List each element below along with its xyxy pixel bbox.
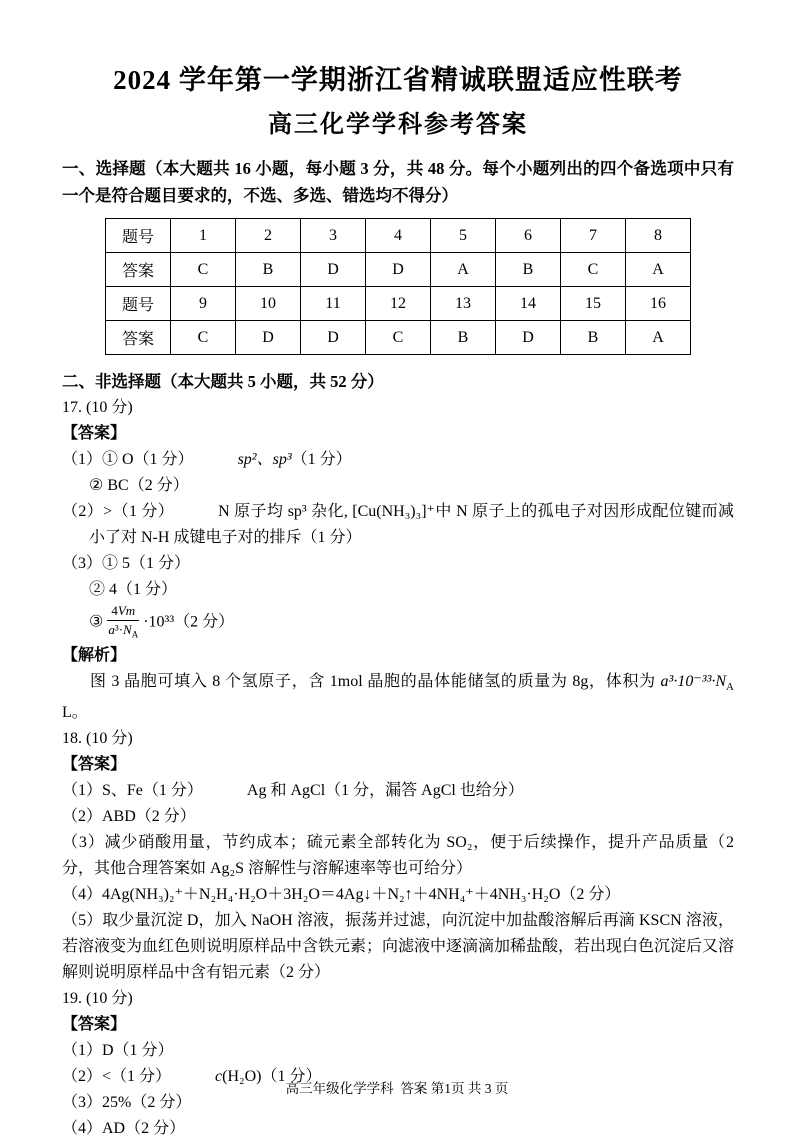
question-18-block xyxy=(62,726,734,986)
question-number: 17. (10 分) xyxy=(62,399,133,416)
answer-line: （2）ABD（2 分） xyxy=(62,807,196,825)
section-1-heading: 一、选择题（本大题共 16 小题，每小题 3 分，共 48 分。每个小题列出的四个备选项中只有一个是符合题目要求的，不选、多选、错选均不得分） xyxy=(62,159,734,205)
fraction xyxy=(107,603,139,643)
table-cell: 12 xyxy=(366,287,431,321)
table-row-header: 答案 xyxy=(106,253,171,287)
answer-line: ③ $\frac{4Vm}{a^3\cdot N_A}$ ·10³³（2 分） xyxy=(62,603,734,643)
question-number: 18. (10 分) xyxy=(62,729,133,747)
table-row xyxy=(106,287,691,321)
fraction-numerator: 4Vm xyxy=(107,603,139,621)
table-cell: A xyxy=(431,253,496,287)
answer-line: ② 4（1 分） xyxy=(89,581,178,598)
answer-label: 【答案】 xyxy=(62,1015,127,1033)
answer-line: （4）4Ag(NH₃)₂⁺＋N₂H₄·H₂O＋3H₂O＝4Ag↓＋N₂↑＋4NH₄⁺＋4NH₃·H₂O（2 分） xyxy=(62,885,621,903)
question-number: 19. (10 分) xyxy=(62,989,133,1007)
table-cell: D xyxy=(366,253,431,287)
table-cell: 14 xyxy=(496,287,561,321)
answer-line: （4）AD（2 分） xyxy=(62,1119,186,1137)
answer-line: ② BC（2 分） xyxy=(89,477,189,494)
table-cell: 15 xyxy=(561,287,626,321)
table-cell: B xyxy=(236,253,301,287)
answer-label: 【答案】 xyxy=(62,425,127,442)
table-cell: B xyxy=(496,253,561,287)
table-cell: C xyxy=(366,321,431,355)
table-cell: D xyxy=(496,321,561,355)
table-cell: 4 xyxy=(366,219,431,253)
answer-line: （2）>（1 分） N 原子均 sp³ 杂化, [Cu(NH₃)₃]⁺中 N 原子上的孤电子对因形成配位键而减小了对 N-H 成键电子对的排斥（1 分） xyxy=(62,503,734,546)
table-cell: 3 xyxy=(301,219,366,253)
answer-line: （1）① O（1 分） sp²、sp³（1 分） xyxy=(62,451,352,468)
table-cell: B xyxy=(431,321,496,355)
answer-line: （5）取少量沉淀 D，加入 NaOH 溶液，振荡并过滤，向沉淀中加盐酸溶解后再滴 KSCN 溶液，若溶液变为血红色则说明原样品中含铁元素；向滤液中逐滴滴加稀盐酸，若出现白色沉淀后又溶解则说明原样品中含有铝元素（2 分） xyxy=(62,911,735,981)
table-row-header: 题号 xyxy=(106,219,171,253)
table-cell: 13 xyxy=(431,287,496,321)
table-row xyxy=(106,253,691,287)
table-cell: 5 xyxy=(431,219,496,253)
answer-line: （3）25%（2 分） xyxy=(62,1093,192,1111)
answer-key-subtitle: 高三化学学科参考答案 xyxy=(268,112,528,138)
answer-line: （1）S、Fe（1 分） Ag 和 AgCl（1 分，漏答 AgCl 也给分） xyxy=(62,781,524,799)
table-cell: A xyxy=(626,253,691,287)
table-cell: A xyxy=(626,321,691,355)
table-row xyxy=(106,219,691,253)
answer-line: （1）D（1 分） xyxy=(62,1041,174,1059)
table-cell: 8 xyxy=(626,219,691,253)
analysis-line: 图 3 晶胞可填入 8 个氢原子，含 1mol 晶胞的晶体能储氢的质量为 8g，体积为 $a^3\cdot 10^{-33}\cdot N_A$ L。 xyxy=(62,672,734,721)
table-cell: D xyxy=(301,253,366,287)
table-cell: 2 xyxy=(236,219,301,253)
table-cell: 1 xyxy=(171,219,236,253)
question-17-block xyxy=(62,395,734,726)
table-cell: C xyxy=(171,321,236,355)
table-cell: 16 xyxy=(626,287,691,321)
fraction-denominator: $a^3\cdot N_A$ xyxy=(108,622,139,640)
table-cell: 10 xyxy=(236,287,301,321)
table-row xyxy=(106,321,691,355)
table-cell: 7 xyxy=(561,219,626,253)
table-row-header: 题号 xyxy=(106,287,171,321)
answer-label: 【答案】 xyxy=(62,755,127,773)
table-cell: 9 xyxy=(171,287,236,321)
section-2-heading: 二、非选择题（本大题共 5 小题，共 52 分） xyxy=(62,372,384,391)
table-cell: C xyxy=(171,253,236,287)
table-cell: 11 xyxy=(301,287,366,321)
table-cell: D xyxy=(301,321,366,355)
answer-table xyxy=(105,218,691,355)
answer-line: （3）① 5（1 分） xyxy=(62,555,191,572)
page-footer: 高三年级化学学科 答案 第1页 共 3 页 xyxy=(285,1081,509,1096)
exam-title: 2024 学年第一学期浙江省精诚联盟适应性联考 xyxy=(113,65,683,95)
analysis-label: 【解析】 xyxy=(62,646,127,664)
table-row-header: 答案 xyxy=(106,321,171,355)
answer-line: （3）减少硝酸用量，节约成本；硫元素全部转化为 SO₂，便于后续操作，提升产品质量（2 分，其他合理答案如 Ag₂S 溶解性与溶解速率等也可给分） xyxy=(62,833,734,877)
answer-line: （2）<（1 分） c(H₂O)（1 分） xyxy=(62,1067,322,1085)
table-cell: 6 xyxy=(496,219,561,253)
table-cell: B xyxy=(561,321,626,355)
question-19-block xyxy=(62,986,734,1142)
table-cell: D xyxy=(236,321,301,355)
table-cell: C xyxy=(561,253,626,287)
